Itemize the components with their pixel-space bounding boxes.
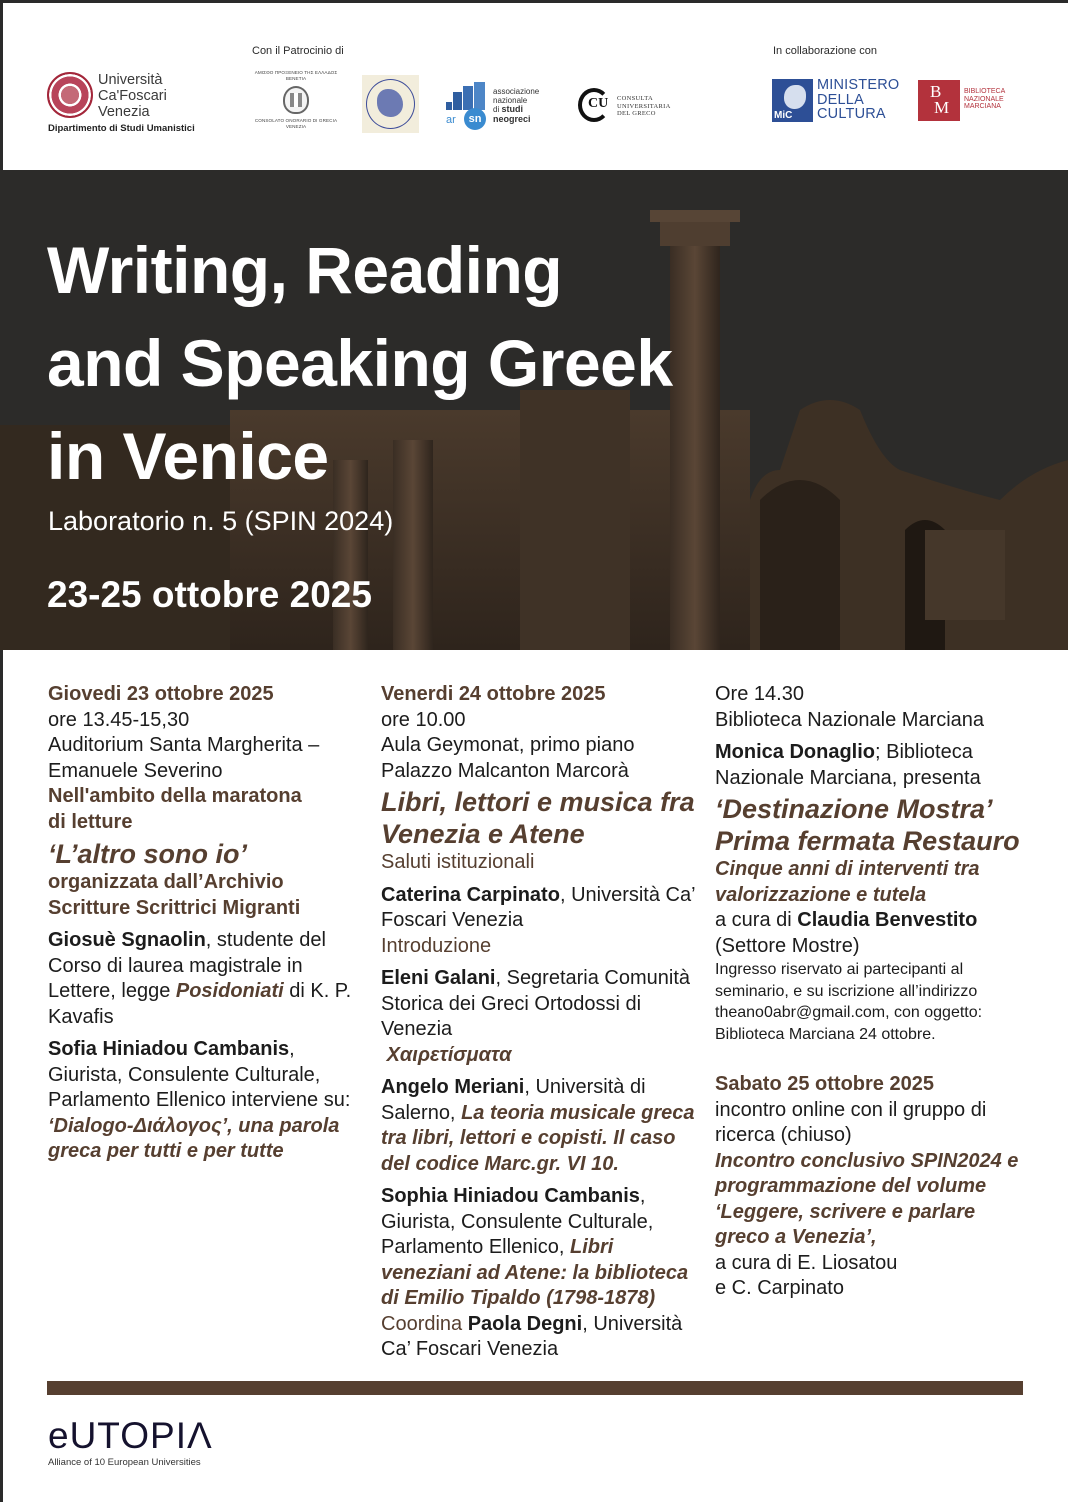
access-note: Ingresso riservato ai partecipanti al seminario, e su iscrizione all’indirizzo theano0abr@gmail.com, con oggetto: Biblioteca Marciana 24 ottobre. — [715, 961, 983, 1043]
day1-venue-line1: Auditorium Santa Margherita – — [48, 734, 320, 756]
ship-icon — [446, 82, 486, 110]
day1-organizer-line2: Scritture Scrittrici Migranti — [48, 896, 301, 919]
day2-event-title: Libri, lettori e musica fra Venezia e Atene — [381, 787, 695, 849]
hero-banner — [0, 170, 1068, 650]
program-day1 — [48, 682, 368, 1165]
day1-speaker1: Giosuè Sgnaolin, studente del Corso di laurea magistrale in Lettere, legge Posidoniati di K. P. Kavafis — [48, 929, 352, 1028]
greek-consulate-logo: ΑΜΙΣΘΟ ΠΡΟΞΕΝΕΙΟ ΤΗΣ ΕΛΛΑΔΟΣ ΒΕΝΕΤΙΑ CONSOLATO ONORARIO DI GRECIA VENEZIA — [254, 70, 338, 129]
event-title: Writing, Reading and Speaking Greek in Venice — [47, 233, 673, 493]
day1-context-line2: di letture — [48, 810, 133, 833]
saint-george-icon — [377, 89, 403, 117]
event-subtitle: Laboratorio n. 5 (SPIN 2024) — [48, 506, 394, 536]
day1-speaker2: Sofia Hiniadou Cambanis, Giurista, Consulente Culturale, Parlamento Ellenico interviene su: ‘Dialogo-Διάλογος’, una parola greca per tutti e per tutte — [48, 1038, 351, 1162]
collaboration-label: In collaborazione con — [773, 45, 877, 57]
day2-speaker2: Sophia Hiniadou Cambanis, Giurista, Consulente Culturale, Parlamento Ellenico, Libri veneziani ad Atene: la biblioteca di Emilio Tipaldo (1798-1878) — [381, 1185, 689, 1309]
day2-intro-speaker: Eleni Galani, Segretaria Comunità Storica dei Greci Ortodossi di Venezia Χαιρετίσματα — [381, 967, 691, 1066]
day2-chair: Coordina Paola Degni, Università Ca’ Foscari Venezia — [381, 1312, 683, 1360]
day1-context-line1: Nell'ambito della maratona — [48, 785, 302, 807]
ansn-logo: ar sn associazione nazionale di studi neogreci — [444, 82, 554, 134]
day3-event-title: Incontro conclusivo SPIN2024 e programmazione del volume ‘Leggere, scrivere e parlare greco a Venezia’, — [715, 1149, 1019, 1248]
day1-event-title: ‘L’altro sono io’ — [48, 839, 247, 869]
department-name: Dipartimento di Studi Umanistici — [48, 123, 195, 134]
ministero-cultura-logo: MiC MINISTERO DELLA CULTURA — [774, 77, 900, 122]
day3-curators-line2: e C. Carpinato — [715, 1277, 844, 1299]
day3-curators-line1: a cura di E. Liosatou — [715, 1251, 898, 1274]
day2-venue-line2: Palazzo Malcanton Marcorà — [381, 759, 629, 782]
patronage-label: Con il Patrocinio di — [252, 45, 344, 57]
biblioteca-marciana-logo: B M BIBLIOTECA NAZIONALE MARCIANA — [918, 80, 1008, 121]
day1-venue-line2: Emanuele Severino — [48, 759, 223, 782]
university-name: Università Ca'Foscari Venezia — [98, 72, 167, 120]
program-day2 — [381, 682, 701, 1363]
day2-greeter: Caterina Carpinato, Università Ca’ Foscari Venezia — [381, 883, 695, 931]
cug-monogram-icon: CU — [578, 88, 610, 122]
afternoon-event-subtitle: Cinque anni di interventi tra valorizzazione e tutela — [715, 858, 980, 906]
ansn-name: associazione nazionale di studi neogreci — [493, 87, 540, 124]
afternoon-presenter: Monica Donaglio; Biblioteca Nazionale Marciana, presenta — [715, 741, 981, 789]
day1-organizer-line1: organizzata dall’Archivio — [48, 871, 284, 893]
afternoon-venue: Biblioteca Nazionale Marciana — [715, 708, 985, 731]
saint-george-seal-logo — [362, 75, 419, 133]
program-day3 — [715, 1072, 1035, 1302]
day3-date: Sabato 25 ottobre 2025 — [715, 1073, 934, 1095]
eutopia-wordmark: eUTOPIΛ — [48, 1415, 213, 1456]
day2-speaker1: Angelo Meriani, Università di Salerno, La teoria musicale greca tra libri, lettori e copisti. Il caso del codice Marc.gr. VI 10. — [381, 1076, 695, 1175]
eutopia-logo — [48, 1417, 213, 1468]
day1-date: Giovedi 23 ottobre 2025 — [48, 683, 274, 705]
day1-time: ore 13.45-15,30 — [48, 708, 190, 731]
program-day2-afternoon-and-day3 — [715, 682, 1035, 1302]
greetings-label: Saluti istituzionali — [381, 851, 535, 873]
greek-coat-of-arms-icon — [283, 86, 309, 114]
bm-monogram-icon: B M — [918, 80, 960, 121]
sponsor-logos-header — [0, 0, 1068, 170]
afternoon-curator-dept: (Settore Mostre) — [715, 934, 860, 957]
day2-date: Venerdi 24 ottobre 2025 — [381, 683, 606, 705]
event-dates: 23-25 ottobre 2025 — [47, 574, 372, 615]
consulta-universitaria-logo: CU CONSULTA UNIVERSITARIA DEL GRECO — [578, 88, 688, 124]
mic-head-icon: MiC — [772, 79, 813, 122]
day3-desc: incontro online con il gruppo di ricerca (chiuso) — [715, 1098, 987, 1146]
day2-venue-line1: Aula Geymonat, primo piano — [381, 734, 635, 756]
ca-foscari-logo — [47, 70, 197, 136]
day2-time: ore 10.00 — [381, 708, 466, 731]
afternoon-time: Ore 14.30 — [715, 683, 804, 705]
afternoon-event-title: ‘Destinazione Mostra’ Prima fermata Restauro — [715, 794, 1020, 856]
eutopia-tagline: Alliance of 10 European Universities — [48, 1457, 201, 1468]
afternoon-curator: a cura di Claudia Benvestito — [715, 909, 978, 931]
footer-divider-bar — [47, 1381, 1023, 1395]
ca-foscari-seal-icon — [47, 72, 93, 118]
intro-label: Introduzione — [381, 934, 492, 957]
